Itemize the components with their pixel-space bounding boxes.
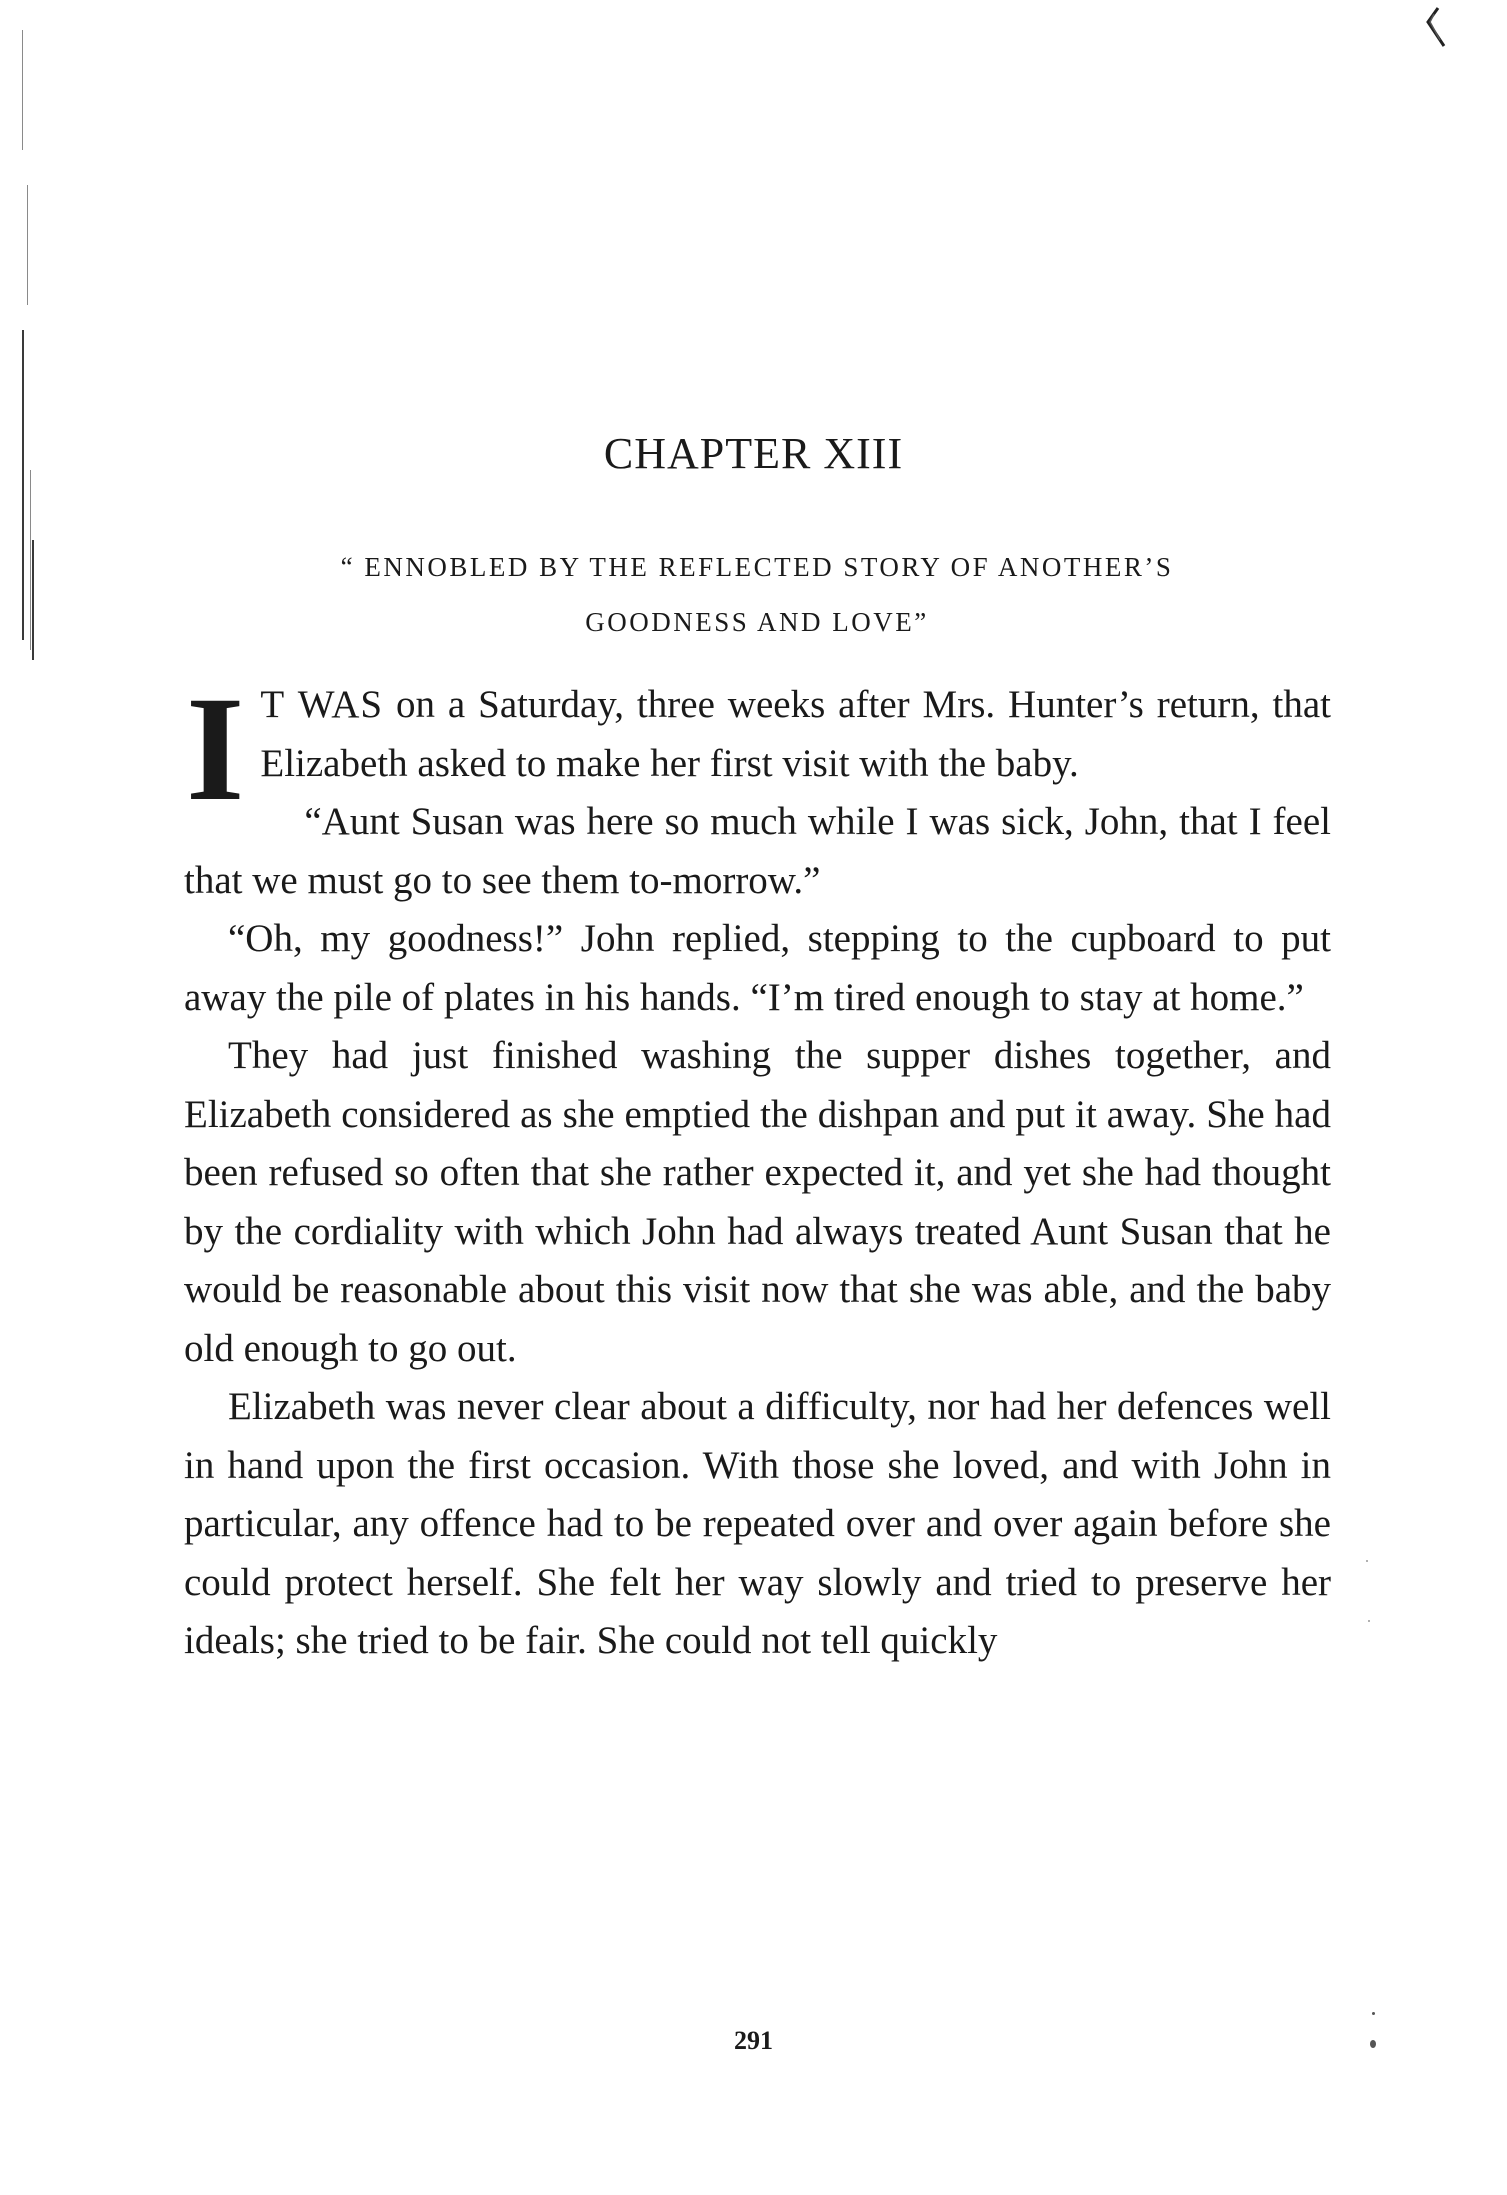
- paragraph-text: on a Saturday, three weeks after Mrs. Hunter’s return, that Elizabeth asked to make her first visit with the baby.: [260, 683, 1332, 785]
- binding-edge-artifact: [27, 185, 28, 305]
- chapter-title: CHAPTER XIII: [603, 429, 904, 478]
- paragraph-1: [184, 666, 1332, 832]
- page-number: 291: [734, 2026, 773, 2055]
- binding-edge-artifact: [30, 470, 31, 650]
- scan-speck: [1366, 1560, 1368, 1562]
- scan-speck: [1368, 1620, 1370, 1622]
- corner-scan-mark-icon: [1424, 6, 1450, 50]
- scan-speck: [1372, 2012, 1375, 2015]
- chapter-body: [184, 666, 1332, 1671]
- paragraph-2: “Aunt Susan was here so much while I was sick, John, that I feel that we must go to see them to-morrow.”: [184, 800, 1331, 902]
- paragraph-5: Elizabeth was never clear about a difficulty, nor had her defences well in hand upon the first occasion. With those she loved, and with John in particular, any offence had to be repeated over and over again before she could protect herself. She felt her way slowly and tried to preserve her ideals; she tried to be fair. She could not tell quickly: [184, 1385, 1331, 1662]
- opening-words: T WAS: [260, 683, 384, 726]
- paragraph-4: They had just finished washing the supper dishes together, and Elizabeth considered as she emptied the dishpan and put it away. She had been refused so often that she rather expected it, and yet she had thought by the cordiality with which John had always treated Aunt Susan that he would be reasonable about this visit now that she was able, and the baby old enough to go out.: [184, 1034, 1331, 1370]
- epigraph-line-2: GOODNESS AND LOVE”: [585, 607, 929, 637]
- epigraph-line-1: “ ENNOBLED BY THE REFLECTED STORY OF ANOTHER’S: [340, 552, 1174, 582]
- drop-cap: I: [186, 666, 245, 832]
- paragraph-3: “Oh, my goodness!” John replied, stepping to the cupboard to put away the pile of plates in his hands. “I’m tired enough to stay at home.”: [184, 917, 1331, 1019]
- binding-edge-artifact: [22, 30, 23, 150]
- binding-edge-artifact: [32, 540, 34, 660]
- binding-edge-artifact: [22, 330, 24, 640]
- scan-speck: [1370, 2040, 1376, 2048]
- chapter-epigraph: [182, 540, 1332, 650]
